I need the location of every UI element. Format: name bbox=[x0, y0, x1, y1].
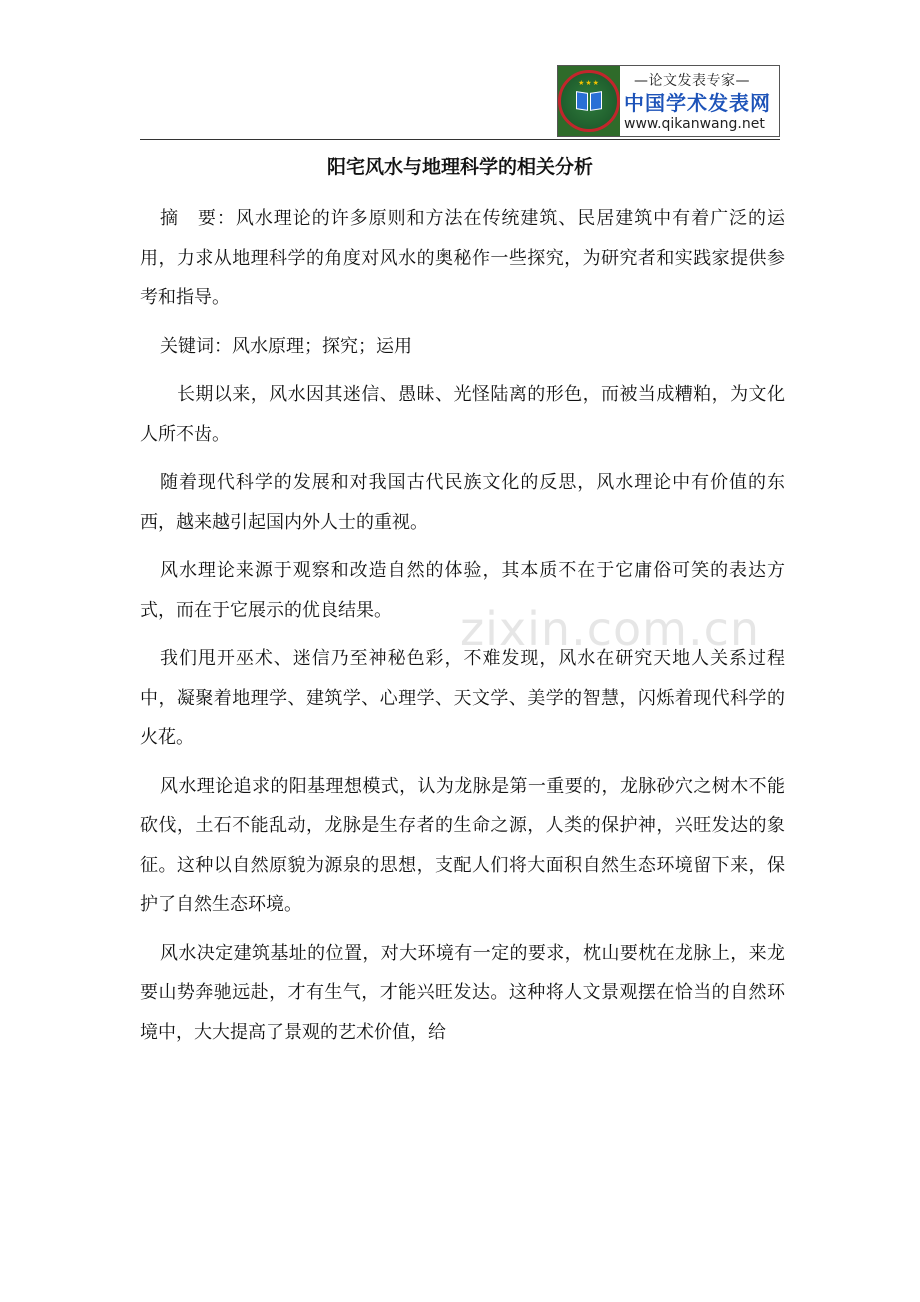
seal-ring bbox=[558, 70, 620, 132]
site-logo bbox=[557, 65, 780, 137]
paragraph: 风水决定建筑基址的位置，对大环境有一定的要求，枕山要枕在龙脉上，来龙要山势奔驰远赴，才有生气，才能兴旺发达。这种将人文景观摆在恰当的自然环境中，大大提高了景观的艺术价值，给 bbox=[140, 942, 785, 1043]
paragraph: 长期以来，风水因其迷信、愚昧、光怪陆离的形色，而被当成糟粕，为文化人所不齿。 bbox=[140, 384, 785, 445]
logo-text bbox=[620, 66, 779, 136]
book-icon bbox=[576, 92, 602, 110]
header-divider bbox=[140, 139, 780, 140]
seal-emblem bbox=[558, 66, 620, 136]
keywords bbox=[140, 327, 785, 367]
stars-icon: ★★★ bbox=[578, 79, 600, 87]
paragraph: 随着现代科学的发展和对我国古代民族文化的反思，风水理论中有价值的东西，越来越引起国内外人士的重视。 bbox=[140, 472, 785, 533]
logo-url: www.qikanwang.net bbox=[624, 116, 765, 132]
abstract bbox=[140, 199, 785, 318]
keywords-label: 关键词： bbox=[160, 335, 232, 357]
logo-tagline: —论文发表专家— bbox=[634, 73, 750, 89]
logo-brand: 中国学术发表网 bbox=[624, 91, 771, 115]
abstract-label: 摘 要： bbox=[160, 208, 236, 229]
paragraph: 风水理论追求的阳基理想模式，认为龙脉是第一重要的，龙脉砂穴之树木不能砍伐，土石不能乱动，龙脉是生存者的生命之源，人类的保护神，兴旺发达的象征。这种以自然原貌为源泉的思想，支配人们将大面积自然生态环境留下来，保护了自然生态环境。 bbox=[140, 775, 785, 915]
abstract-text: 风水理论的许多原则和方法在传统建筑、民居建筑中有着广泛的运用，力求从地理科学的角度对风水的奥秘作一些探究，为研究者和实践家提供参考和指导。 bbox=[140, 208, 785, 308]
paragraph: 风水理论来源于观察和改造自然的体验，其本质不在于它庸俗可笑的表达方式，而在于它展示的优良结果。 bbox=[140, 560, 785, 621]
watermark: zixin.com.cn bbox=[460, 602, 761, 656]
keywords-text: 风水原理；探究；运用 bbox=[232, 335, 412, 357]
document-body bbox=[140, 199, 785, 1061]
paragraph: 我们甩开巫术、迷信乃至神秘色彩，不难发现，风水在研究天地人关系过程中，凝聚着地理学、建筑学、心理学、天文学、美学的智慧，闪烁着现代科学的火花。 bbox=[140, 648, 785, 748]
page-title: 阳宅风水与地理科学的相关分析 bbox=[326, 156, 593, 178]
